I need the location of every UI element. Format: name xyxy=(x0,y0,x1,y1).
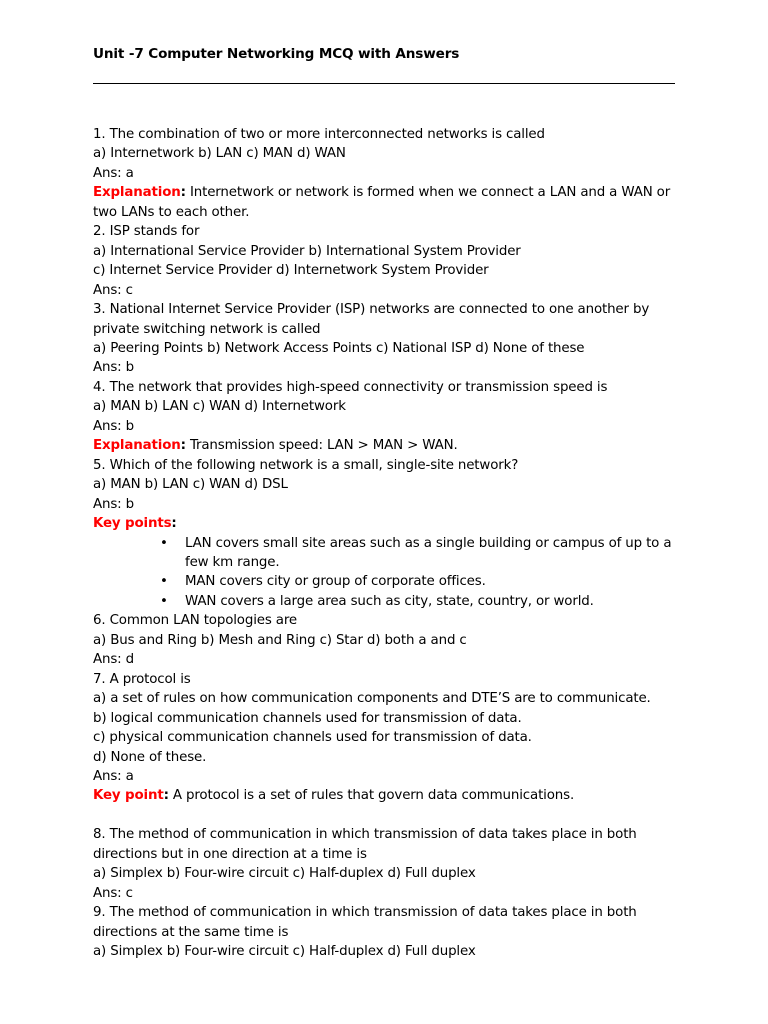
question-1-answer: Ans: a xyxy=(93,165,134,181)
question-9-text: 9. The method of communication in which transmission of data takes place in both directions at the same time is xyxy=(93,905,637,940)
bullet-icon: • xyxy=(160,535,168,551)
question-4-answer: Ans: b xyxy=(93,418,134,434)
question-3-answer: Ans: b xyxy=(93,360,134,376)
key-point-text: MAN covers city or group of corporate offices. xyxy=(185,574,486,590)
question-4-text: 4. The network that provides high-speed connectivity or transmission speed is xyxy=(93,379,608,395)
question-7-option-a: a) a set of rules on how communication components and DTE’S are to communicate. xyxy=(93,691,651,707)
question-6-answer: Ans: d xyxy=(93,652,134,668)
question-4-options: a) MAN b) LAN c) WAN d) Internetwork xyxy=(93,399,346,415)
question-8-answer: Ans: c xyxy=(93,885,133,901)
question-6-text: 6. Common LAN topologies are xyxy=(93,613,297,629)
explanation-text: Transmission speed: LAN > MAN > WAN. xyxy=(185,438,458,454)
question-8-text: 8. The method of communication in which transmission of data takes place in both directions but in one direction at a time is xyxy=(93,827,637,862)
question-7-option-b: b) logical communication channels used for transmission of data. xyxy=(93,710,522,726)
question-3-options: a) Peering Points b) Network Access Points c) National ISP d) None of these xyxy=(93,340,585,356)
blank-line xyxy=(93,806,678,825)
title-divider xyxy=(93,83,675,84)
question-5-answer: Ans: b xyxy=(93,496,134,512)
question-1-explanation: Explanation: Internetwork or network is formed when we connect a LAN and a WAN or two LANs to each other. xyxy=(93,185,671,220)
question-6-options: a) Bus and Ring b) Mesh and Ring c) Star d) both a and c xyxy=(93,632,467,648)
question-5-text: 5. Which of the following network is a small, single-site network? xyxy=(93,457,519,473)
question-5-options: a) MAN b) LAN c) WAN d) DSL xyxy=(93,477,288,493)
question-7-option-c: c) physical communication channels used for transmission of data. xyxy=(93,730,532,746)
question-2-answer: Ans: c xyxy=(93,282,133,298)
question-7-text: 7. A protocol is xyxy=(93,671,191,687)
key-point-text: WAN covers a large area such as city, state, country, or world. xyxy=(185,593,594,609)
question-7-option-d: d) None of these. xyxy=(93,749,207,765)
question-9-options: a) Simplex b) Four-wire circuit c) Half-duplex d) Full duplex xyxy=(93,944,476,960)
question-7-key-point: Key point: A protocol is a set of rules that govern data communications. xyxy=(93,788,575,804)
question-2-options-line-2: c) Internet Service Provider d) Internetwork System Provider xyxy=(93,263,489,279)
explanation-label: Explanation xyxy=(93,185,181,201)
list-item xyxy=(93,534,675,573)
bullet-icon: • xyxy=(160,593,168,609)
question-8-options: a) Simplex b) Four-wire circuit c) Half-duplex d) Full duplex xyxy=(93,866,476,882)
explanation-text: Internetwork or network is formed when we connect a LAN and a WAN or two LANs to each other. xyxy=(93,185,671,220)
key-point-text: A protocol is a set of rules that govern data communications. xyxy=(168,788,575,804)
question-1-options: a) Internetwork b) LAN c) MAN d) WAN xyxy=(93,146,346,162)
key-points-label: Key points xyxy=(93,516,172,532)
key-point-text: LAN covers small site areas such as a single building or campus of up to a few km range. xyxy=(185,535,672,570)
question-2-text: 2. ISP stands for xyxy=(93,224,200,240)
list-item xyxy=(93,572,675,591)
question-list xyxy=(93,125,678,961)
key-points-list xyxy=(93,534,678,612)
question-1-text: 1. The combination of two or more interconnected networks is called xyxy=(93,127,545,142)
question-3-text: 3. National Internet Service Provider (ISP) networks are connected to one another by private switching network is called xyxy=(93,302,650,337)
document-title: Unit -7 Computer Networking MCQ with Answers xyxy=(93,46,460,62)
bullet-icon: • xyxy=(160,574,168,590)
question-5-key-points-heading: Key points: xyxy=(93,516,177,532)
question-4-explanation: Explanation: Transmission speed: LAN > MAN > WAN. xyxy=(93,438,458,454)
explanation-label: Explanation xyxy=(93,438,181,454)
question-2-options-line-1: a) International Service Provider b) International System Provider xyxy=(93,243,521,259)
question-7-answer: Ans: a xyxy=(93,768,134,784)
list-item xyxy=(93,592,675,611)
key-point-label: Key point xyxy=(93,788,164,804)
